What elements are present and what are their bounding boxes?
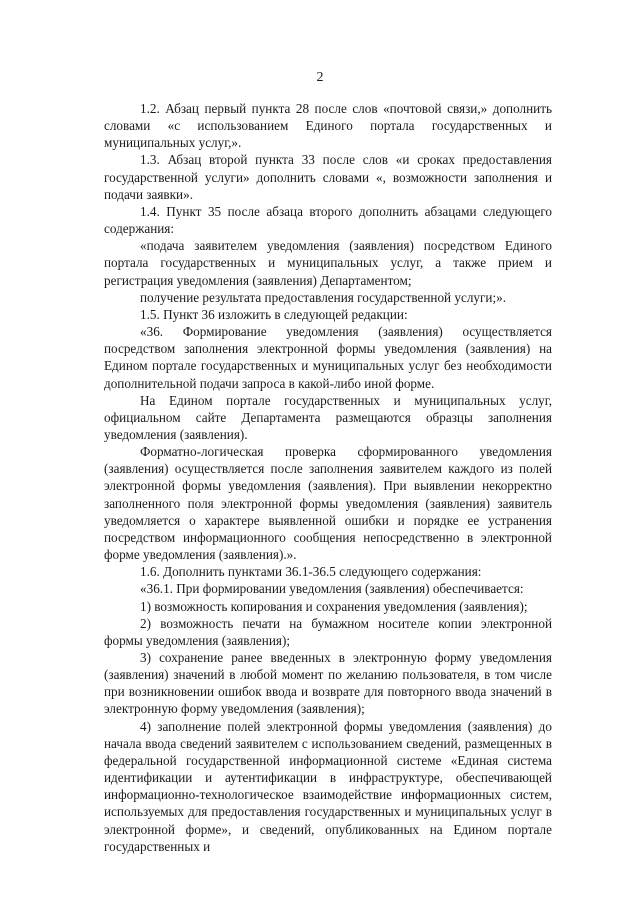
page-number: 2 (316, 70, 324, 85)
paragraph: 1.5. Пункт 36 изложить в следующей редакции: (140, 306, 408, 322)
document-body (104, 100, 552, 855)
paragraph: «36.1. При формировании уведомления (заявления) обеспечивается: (140, 581, 524, 597)
paragraph: 2) возможность печати на бумажном носителе копии электронной формы уведомления (заявления); (104, 615, 552, 648)
paragraph: 1.3. Абзац второй пункта 33 после слов «и сроках предоставления государственной услуги» дополнить словами «, возможности заполнения и подачи заявки». (104, 152, 552, 202)
paragraph: «36. Формирование уведомления (заявления) осуществляется посредством заполнения электронной формы уведомления (заявления) на Едином портале государственных и муниципальных услуг без необходимости дополнительной подачи запроса в какой-либо иной форме. (104, 324, 552, 391)
paragraph: 1.6. Дополнить пунктами 36.1-36.5 следующего содержания: (140, 564, 482, 580)
paragraph: Форматно-логическая проверка сформированного уведомления (заявления) осуществляется после заполнения заявителем каждого из полей электронной формы уведомления (заявления). При выявлении некорректно заполненного поля электронной формы уведомления (заявления) заявитель уведомляется о характере выявленной ошибки и порядке ее устранения посредством информационного сообщения непосредственно в электронной форме уведомления (заявления).». (104, 444, 552, 563)
paragraph: 4) заполнение полей электронной формы уведомления (заявления) до начала ввода сведений заявителем с использованием сведений, размещенных в федеральной государственной информационной системе «Единая система идентификации и аутентификации в инфраструктуре, обеспечивающей информационно-технологическое взаимодействие информационных систем, используемых для предоставления государственных и муниципальных услуг в электронной форме», и сведений, опубликованных на Едином портале государственных и (104, 718, 552, 854)
paragraph: На Едином портале государственных и муниципальных услуг, официальном сайте Департамента размещаются образцы заполнения уведомления (заявления). (104, 392, 552, 442)
paragraph: 3) сохранение ранее введенных в электронную форму уведомления (заявления) значений в любой момент по желанию пользователя, в том числе при возникновении ошибок ввода и возврате для повторного ввода значений в электронную форму уведомления (заявления); (104, 650, 552, 717)
paragraph: получение результата предоставления государственной услуги;». (140, 289, 507, 305)
paragraph: 1) возможность копирования и сохранения уведомления (заявления); (140, 598, 528, 614)
paragraph: «подача заявителем уведомления (заявления) посредством Единого портала государственных и муниципальных услуг, а также прием и регистрация уведомления (заявления) Департаментом; (104, 238, 552, 288)
paragraph: 1.2. Абзац первый пункта 28 после слов «почтовой связи,» дополнить словами «с использованием Единого портала государственных и муниципальных услуг,». (104, 101, 552, 151)
paragraph: 1.4. Пункт 35 после абзаца второго дополнить абзацами следующего содержания: (104, 203, 552, 237)
